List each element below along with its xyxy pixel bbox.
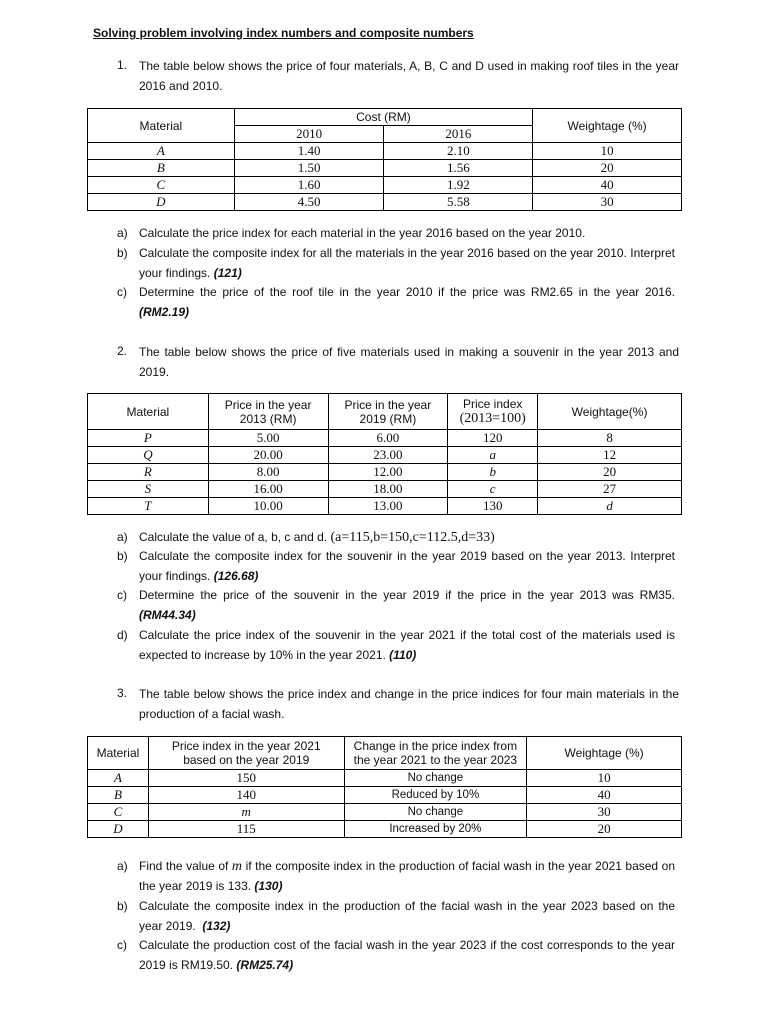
cell-price-2013: 20.00 [208,447,328,464]
q2-part-a-text: Calculate the value of a, b, c and d. (a=115,b=150,c=112.5,d=33) [139,530,495,545]
q2-part-c-label: c) [117,588,127,602]
q1-part-c-label: c) [117,285,127,299]
header-price-2013: Price in the year 2013 (RM) [208,394,328,430]
cell-price-2019: 18.00 [328,481,448,498]
cell-weightage: 40 [533,177,682,194]
cell-weightage: 10 [527,770,682,787]
cell-price-2013: 5.00 [208,430,328,447]
question-2-number: 2. [117,344,128,358]
question-2-text: The table below shows the price of five materials used in making a souvenir in the year 2013 and 2019. [139,345,679,379]
q1-part-a-label: a) [117,226,128,240]
q2-part-c-text: Determine the price of the souvenir in the year 2019 if the price in the year 2013 was RM35. (RM44.34) [139,588,675,622]
cell-price-2013: 16.00 [208,481,328,498]
header-change-in-index: Change in the price index from the year 2021 to the year 2023 [344,737,527,770]
cell-material: Q [88,447,209,464]
page-title: Solving problem involving index numbers and composite numbers [93,26,474,40]
cell-weightage: 8 [538,430,682,447]
table-row [88,143,682,160]
cell-price-index: a [448,447,538,464]
cell-price-2019: 12.00 [328,464,448,481]
table-souvenir-prices [87,393,682,515]
header-2010: 2010 [234,126,384,143]
cell-price-2016: 2.10 [384,143,533,160]
table-roof-tile-prices [87,108,682,211]
cell-price-2010: 1.40 [234,143,384,160]
cell-weightage: 12 [538,447,682,464]
q3-part-a-label: a) [117,859,128,873]
cell-change: Reduced by 10% [344,787,527,804]
cell-material: A [88,770,149,787]
header-price-2019: Price in the year 2019 (RM) [328,394,448,430]
cell-price-2019: 6.00 [328,430,448,447]
cell-price-2016: 1.56 [384,160,533,177]
q2-part-a-answer: (a=115,b=150,c=112.5,d=33) [330,530,495,545]
header-cost: Cost (RM) [234,109,532,126]
header-2016: 2016 [384,126,533,143]
table-row [88,464,682,481]
q3-part-c-text: Calculate the production cost of the facial wash in the year 2023 if the cost corresponds to the year 2019 is RM19.50. (RM25.74) [139,938,675,972]
cell-material: D [88,821,149,838]
q1-part-c-answer: (RM2.19) [139,304,190,319]
table-row [88,430,682,447]
cell-price-2016: 1.92 [384,177,533,194]
q3-part-b-text: Calculate the composite index in the production of the facial wash in the year 2023 based on the year 2019. (132) [139,899,675,933]
cell-weightage: 20 [527,821,682,838]
cell-material: A [88,143,235,160]
q2-part-d-label: d) [117,628,128,642]
q2-part-d-answer: (110) [389,647,417,662]
cell-price-index: c [448,481,538,498]
cell-change: Increased by 20% [344,821,527,838]
question-3-text: The table below shows the price index and change in the price indices for four main materials in the production of a facial wash. [139,687,679,721]
table-row [88,160,682,177]
table-row [88,177,682,194]
q1-part-b-label: b) [117,246,128,260]
q1-part-b-answer: (121) [213,265,242,280]
cell-price-2010: 1.60 [234,177,384,194]
table-facial-wash-indices [87,736,682,838]
q3-part-c-label: c) [117,938,127,952]
q2-part-a-label: a) [117,530,128,544]
q2-part-c-answer: (RM44.34) [139,607,196,622]
header-weightage: Weightage (%) [533,109,682,143]
cell-price-2010: 4.50 [234,194,384,211]
q3-part-a-answer: (130) [254,878,283,893]
cell-material: C [88,177,235,194]
table-row [88,787,682,804]
cell-price-2010: 1.50 [234,160,384,177]
table-row [88,194,682,211]
cell-weightage: 10 [533,143,682,160]
q3-part-b-answer: (132) [202,918,231,933]
q1-part-c-text: Determine the price of the roof tile in the year 2010 if the price was RM2.65 in the year 2016. (RM2.19) [139,285,675,319]
cell-weightage: 30 [533,194,682,211]
q3-part-a-text: Find the value of m if the composite index in the production of facial wash in the year 2021 based on the year 2019 is 133. (130) [139,859,675,893]
cell-material: B [88,160,235,177]
cell-change: No change [344,770,527,787]
question-1-text: The table below shows the price of four materials, A, B, C and D used in making roof tiles in the year 2016 and 2010. [139,59,679,93]
question-3-number: 3. [117,686,128,700]
cell-weightage: 30 [527,804,682,821]
cell-material: S [88,481,209,498]
q1-part-a-text: Calculate the price index for each material in the year 2016 based on the year 2010. [139,226,586,240]
table-row [88,481,682,498]
q2-part-d-text: Calculate the price index of the souvenir in the year 2021 if the total cost of the materials used is expected to increase by 10% in the year 2021. (110) [139,628,675,662]
q1-part-b-text: Calculate the composite index for all the materials in the year 2016 based on the year 2010. Interpret your findings. (121) [139,246,675,280]
table-row [88,770,682,787]
cell-price-2019: 13.00 [328,498,448,515]
q2-part-b-label: b) [117,549,128,563]
cell-material: B [88,787,149,804]
cell-material: R [88,464,209,481]
q2-part-b-answer: (126.68) [213,568,259,583]
header-material: Material [88,109,235,143]
table-row [88,804,682,821]
header-weightage: Weightage(%) [538,394,682,430]
cell-price-index: 140 [148,787,344,804]
header-weightage: Weightage (%) [527,737,682,770]
header-material: Material [88,737,149,770]
cell-price-index: 115 [148,821,344,838]
cell-weightage: 40 [527,787,682,804]
q3-part-c-answer: (RM25.74) [236,957,294,972]
cell-price-index: m [148,804,344,821]
cell-price-2013: 8.00 [208,464,328,481]
cell-price-index: b [448,464,538,481]
header-material: Material [88,394,209,430]
cell-weightage: 27 [538,481,682,498]
table-row [88,498,682,515]
q3-part-b-label: b) [117,899,128,913]
header-price-index: Price index (2013=100) [448,394,538,430]
question-1-number: 1. [117,58,128,72]
cell-weightage: 20 [538,464,682,481]
q2-part-b-text: Calculate the composite index for the souvenir in the year 2019 based on the year 2013. Interpret your findings. (126.68) [139,549,675,583]
header-price-index-2021: Price index in the year 2021 based on the year 2019 [148,737,344,770]
cell-weightage: d [538,498,682,515]
cell-price-2019: 23.00 [328,447,448,464]
cell-price-index: 120 [448,430,538,447]
cell-price-index: 150 [148,770,344,787]
cell-price-2013: 10.00 [208,498,328,515]
cell-change: No change [344,804,527,821]
table-row [88,821,682,838]
table-row [88,447,682,464]
cell-material: C [88,804,149,821]
cell-price-index: 130 [448,498,538,515]
cell-weightage: 20 [533,160,682,177]
cell-material: T [88,498,209,515]
cell-price-2016: 5.58 [384,194,533,211]
cell-material: D [88,194,235,211]
cell-material: P [88,430,209,447]
